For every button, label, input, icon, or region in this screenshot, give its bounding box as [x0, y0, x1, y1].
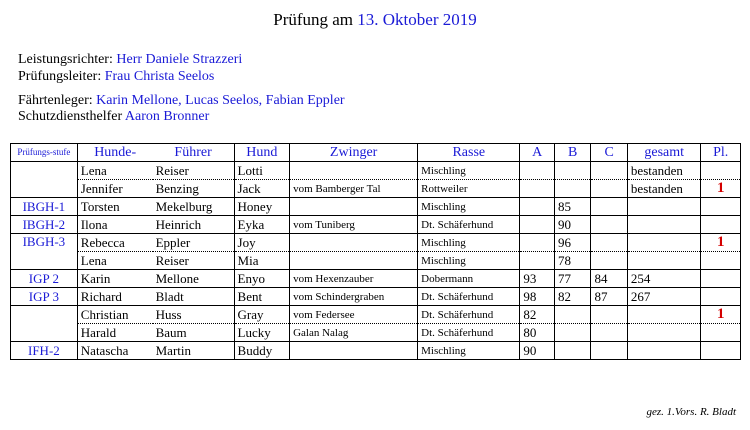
cell-vorname: Lena	[77, 252, 152, 270]
header-rasse: Rasse	[418, 144, 520, 162]
cell-rasse: Mischling	[418, 198, 520, 216]
faehrten-label: Fährtenleger:	[18, 93, 93, 108]
richter-label: Leistungsrichter:	[18, 52, 113, 67]
cell-rasse: Dt. Schäferhund	[418, 324, 520, 342]
cell-b: 90	[554, 216, 590, 234]
cell-rasse: Dobermann	[418, 270, 520, 288]
cell-nachname: Eppler	[153, 234, 234, 252]
cell-rasse: Dt. Schäferhund	[418, 216, 520, 234]
header-b: B	[554, 144, 590, 162]
cell-gesamt	[627, 342, 701, 360]
cell-zwinger: vom Schindergraben	[290, 288, 418, 306]
cell-vorname: Torsten	[77, 198, 152, 216]
cell-gesamt	[627, 324, 701, 342]
cell-b: 82	[554, 288, 590, 306]
cell-c	[591, 234, 627, 252]
cell-a	[520, 234, 555, 252]
cell-hund: Lucky	[234, 324, 290, 342]
cell-vorname: Jennifer	[77, 180, 152, 198]
header-stufe: Prüfungs-stufe	[11, 144, 78, 162]
cell-b: 96	[554, 234, 590, 252]
cell-hund: Lotti	[234, 162, 290, 180]
cell-b	[554, 306, 590, 324]
header-hunde: Hunde-	[77, 144, 152, 162]
cell-b	[554, 162, 590, 180]
cell-rasse: Mischling	[418, 234, 520, 252]
cell-platz: 1	[701, 306, 741, 324]
cell-vorname: Lena	[77, 162, 152, 180]
table-row	[11, 216, 741, 234]
cell-nachname: Bladt	[153, 288, 234, 306]
cell-platz: 1	[701, 180, 741, 198]
cell-vorname: Rebecca	[77, 234, 152, 252]
title-prefix: Prüfung am	[273, 10, 354, 29]
cell-nachname: Huss	[153, 306, 234, 324]
cell-gesamt	[627, 252, 701, 270]
cell-hund: Joy	[234, 234, 290, 252]
cell-a: 80	[520, 324, 555, 342]
cell-hund: Eyka	[234, 216, 290, 234]
cell-nachname: Martin	[153, 342, 234, 360]
cell-a	[520, 216, 555, 234]
cell-nachname: Baum	[153, 324, 234, 342]
cell-rasse: Dt. Schäferhund	[418, 306, 520, 324]
leiter-line	[18, 69, 214, 85]
cell-zwinger	[290, 234, 418, 252]
cell-stufe: IBGH-1	[11, 198, 78, 216]
cell-stufe: IGP 2	[11, 270, 78, 288]
cell-zwinger	[290, 342, 418, 360]
cell-rasse: Mischling	[418, 342, 520, 360]
header-zwinger: Zwinger	[290, 144, 418, 162]
cell-nachname: Mekelburg	[153, 198, 234, 216]
cell-a: 90	[520, 342, 555, 360]
cell-c	[591, 216, 627, 234]
cell-rasse: Mischling	[418, 252, 520, 270]
richter-line	[18, 52, 242, 68]
schutz-label: Schutzdiensthelfer	[18, 109, 123, 124]
header-fuehrer: Führer	[153, 144, 234, 162]
cell-hund: Jack	[234, 180, 290, 198]
cell-a	[520, 198, 555, 216]
cell-c	[591, 162, 627, 180]
cell-hund: Gray	[234, 306, 290, 324]
cell-zwinger: Galan Nalag	[290, 324, 418, 342]
cell-hund: Mia	[234, 252, 290, 270]
cell-hund: Enyo	[234, 270, 290, 288]
table-row	[11, 270, 741, 288]
cell-a: 93	[520, 270, 555, 288]
cell-vorname: Karin	[77, 270, 152, 288]
cell-b: 77	[554, 270, 590, 288]
cell-platz	[701, 270, 741, 288]
cell-nachname: Heinrich	[153, 216, 234, 234]
cell-stufe: IFH-2	[11, 342, 78, 360]
signature: gez. 1.Vors. R. Bladt	[646, 406, 736, 418]
cell-a	[520, 162, 555, 180]
leiter-label: Prüfungsleiter:	[18, 69, 102, 84]
cell-platz	[701, 162, 741, 180]
cell-zwinger	[290, 252, 418, 270]
cell-platz	[701, 288, 741, 306]
cell-gesamt: bestanden	[627, 180, 701, 198]
faehrten-names: Karin Mellone, Lucas Seelos, Fabian Eppler	[96, 93, 345, 108]
cell-zwinger: vom Bamberger Tal	[290, 180, 418, 198]
cell-stufe: IBGH-2	[11, 216, 78, 234]
cell-gesamt: bestanden	[627, 162, 701, 180]
cell-a	[520, 252, 555, 270]
cell-platz: 1	[701, 234, 741, 252]
cell-hund: Honey	[234, 198, 290, 216]
schutz-line	[18, 109, 209, 125]
cell-c	[591, 342, 627, 360]
cell-hund: Buddy	[234, 342, 290, 360]
cell-stufe: IGP 3	[11, 288, 78, 306]
cell-platz	[701, 198, 741, 216]
cell-stufe	[11, 162, 78, 198]
cell-zwinger: vom Federsee	[290, 306, 418, 324]
cell-vorname: Harald	[77, 324, 152, 342]
page-title	[0, 10, 750, 30]
table-row	[11, 198, 741, 216]
table-row	[11, 288, 741, 306]
cell-b: 78	[554, 252, 590, 270]
header-gesamt: gesamt	[627, 144, 701, 162]
table-row	[11, 234, 741, 252]
header-hund: Hund	[234, 144, 290, 162]
header-c: C	[591, 144, 627, 162]
cell-stufe	[11, 306, 78, 342]
cell-platz	[701, 252, 741, 270]
table-row	[11, 162, 741, 180]
cell-a: 98	[520, 288, 555, 306]
table-row	[11, 306, 741, 324]
cell-a	[520, 180, 555, 198]
table-row	[11, 180, 741, 198]
cell-c	[591, 252, 627, 270]
cell-rasse: Rottweiler	[418, 180, 520, 198]
cell-vorname: Richard	[77, 288, 152, 306]
table-row	[11, 342, 741, 360]
cell-c	[591, 198, 627, 216]
cell-c: 84	[591, 270, 627, 288]
cell-a: 82	[520, 306, 555, 324]
cell-platz	[701, 342, 741, 360]
cell-c	[591, 180, 627, 198]
leiter-name: Frau Christa Seelos	[104, 69, 215, 84]
cell-vorname: Ilona	[77, 216, 152, 234]
cell-vorname: Christian	[77, 306, 152, 324]
header-pl: Pl.	[701, 144, 741, 162]
cell-b	[554, 342, 590, 360]
cell-platz	[701, 324, 741, 342]
cell-gesamt: 254	[627, 270, 701, 288]
table-row	[11, 324, 741, 342]
cell-zwinger: vom Tuniberg	[290, 216, 418, 234]
cell-rasse: Mischling	[418, 162, 520, 180]
cell-gesamt: 267	[627, 288, 701, 306]
table-row	[11, 252, 741, 270]
cell-gesamt	[627, 216, 701, 234]
cell-nachname: Benzing	[153, 180, 234, 198]
cell-b: 85	[554, 198, 590, 216]
cell-gesamt	[627, 198, 701, 216]
cell-nachname: Reiser	[153, 252, 234, 270]
results-table	[10, 143, 741, 360]
cell-c: 87	[591, 288, 627, 306]
cell-gesamt	[627, 234, 701, 252]
cell-nachname: Reiser	[153, 162, 234, 180]
cell-c	[591, 306, 627, 324]
cell-b	[554, 180, 590, 198]
cell-zwinger	[290, 162, 418, 180]
richter-name: Herr Daniele Strazzeri	[116, 52, 243, 67]
schutz-name: Aaron Bronner	[124, 109, 210, 124]
cell-stufe: IBGH-3	[11, 234, 78, 270]
cell-zwinger	[290, 198, 418, 216]
cell-nachname: Mellone	[153, 270, 234, 288]
cell-zwinger: vom Hexenzauber	[290, 270, 418, 288]
cell-hund: Bent	[234, 288, 290, 306]
cell-platz	[701, 216, 741, 234]
cell-vorname: Natascha	[77, 342, 152, 360]
title-date: 13. Oktober 2019	[357, 10, 477, 29]
header-a: A	[520, 144, 555, 162]
header-row	[11, 144, 741, 162]
cell-c	[591, 324, 627, 342]
cell-rasse: Dt. Schäferhund	[418, 288, 520, 306]
cell-b	[554, 324, 590, 342]
cell-gesamt	[627, 306, 701, 324]
faehrten-line	[18, 93, 345, 109]
